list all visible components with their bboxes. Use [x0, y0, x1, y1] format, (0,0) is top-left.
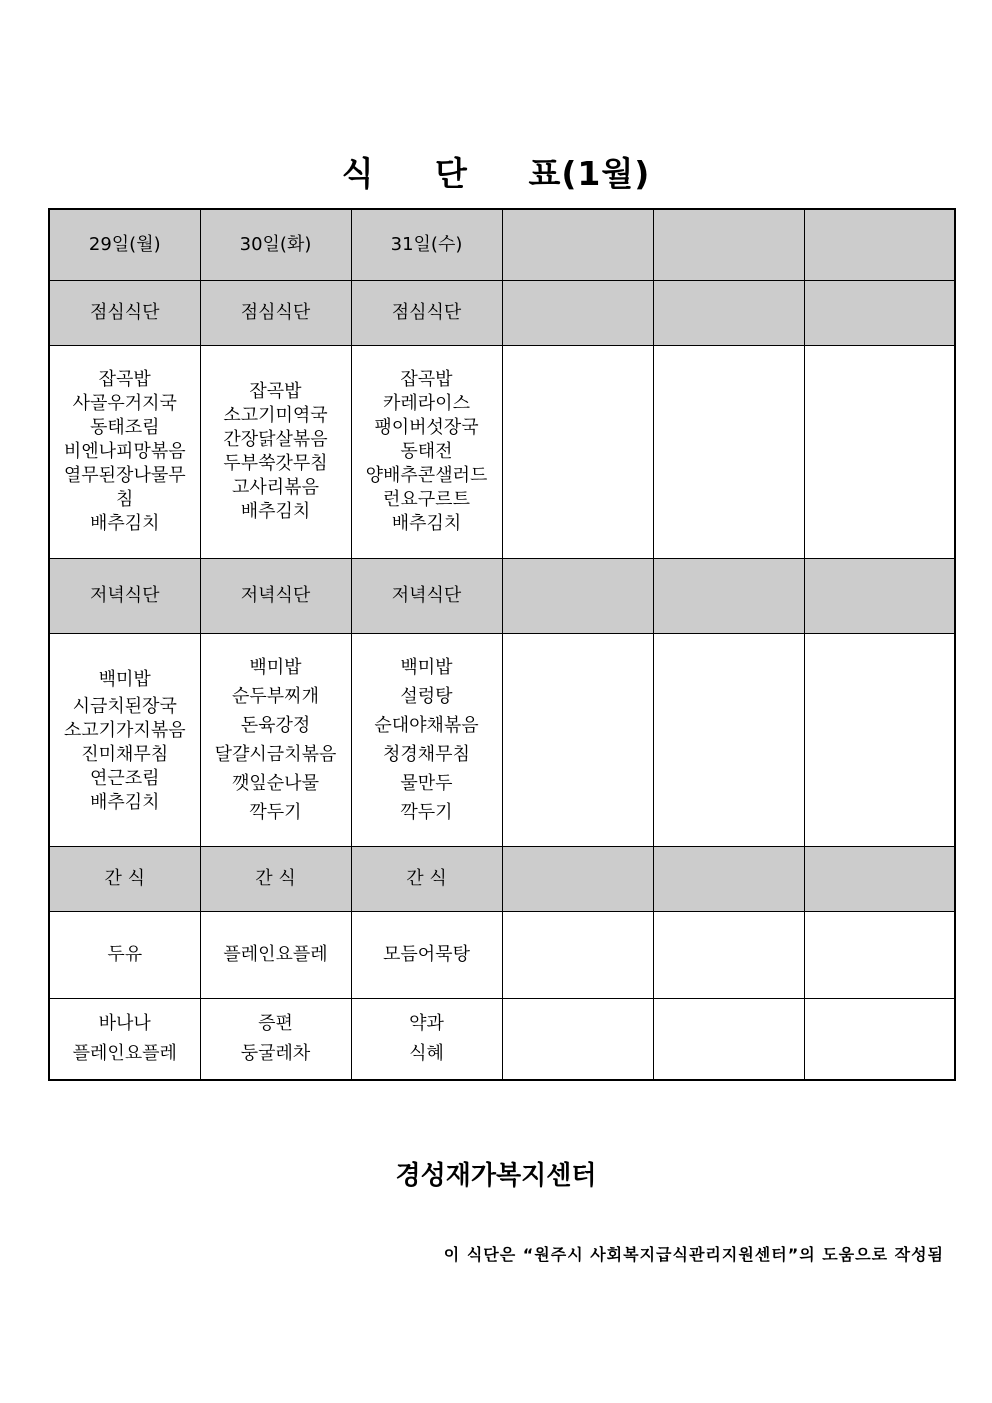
menu-item: 두부쑥갓무침	[223, 453, 328, 474]
snack-row-2	[49, 999, 955, 1081]
title-part-2: 단	[435, 154, 468, 193]
snack-header-cell	[653, 847, 804, 912]
empty-cell	[804, 346, 955, 559]
menu-item: 배추김치	[391, 513, 462, 534]
snack-item: 약과	[409, 1013, 444, 1034]
snack-cell	[502, 912, 653, 999]
snack-cell	[200, 999, 351, 1081]
date-cell: 30일(화)	[200, 209, 351, 281]
menu-item: 백미밥	[98, 669, 151, 690]
snack-item: 플레인요플레	[72, 1043, 177, 1064]
menu-item: 잡곡밥	[249, 381, 302, 402]
title-part-3: 표(1월)	[528, 154, 651, 193]
empty-cell	[653, 346, 804, 559]
lunch-header-cell: 점심식단	[49, 281, 200, 346]
empty-cell	[804, 634, 955, 847]
snack-header-cell	[804, 847, 955, 912]
menu-item: 청경채무침	[383, 744, 470, 765]
lunch-menu-cell	[351, 346, 502, 559]
empty-cell	[502, 346, 653, 559]
lunch-menu-row	[49, 346, 955, 559]
lunch-header-cell: 점심식단	[200, 281, 351, 346]
lunch-menu-cell	[49, 346, 200, 559]
snack-cell	[653, 912, 804, 999]
menu-table	[48, 208, 956, 1081]
date-row	[49, 209, 955, 281]
menu-item: 카레라이스	[383, 393, 470, 414]
lunch-header-cell	[502, 281, 653, 346]
menu-item: 동태전	[400, 441, 453, 462]
dinner-header-cell	[502, 559, 653, 634]
menu-item: 시금치된장국	[72, 696, 177, 717]
menu-item: 비엔나피망볶음	[63, 441, 186, 462]
snack-item: 증편	[258, 1013, 293, 1034]
menu-item: 깻잎순나물	[232, 773, 319, 794]
menu-item: 돈육강정	[240, 715, 311, 736]
menu-item: 동태조림	[89, 417, 160, 438]
menu-item: 백미밥	[249, 657, 302, 678]
dinner-menu-cell	[200, 634, 351, 847]
snack-header-cell: 간 식	[351, 847, 502, 912]
menu-item: 런요구르트	[383, 489, 470, 510]
menu-item: 사골우거지국	[72, 393, 177, 414]
menu-item: 달걀시금치볶음	[214, 744, 337, 765]
snack-item: 바나나	[98, 1013, 151, 1034]
lunch-header-row	[49, 281, 955, 346]
page-title	[0, 148, 992, 195]
dinner-header-cell	[653, 559, 804, 634]
menu-item: 배추김치	[240, 501, 311, 522]
lunch-header-cell: 점심식단	[351, 281, 502, 346]
snack-header-cell: 간 식	[49, 847, 200, 912]
menu-item: 잡곡밥	[400, 369, 453, 390]
menu-item: 진미채무침	[81, 744, 169, 765]
snack-item: 둥굴레차	[240, 1043, 311, 1064]
menu-item: 양배추콘샐러드	[365, 465, 488, 486]
menu-item: 순두부찌개	[232, 686, 319, 707]
date-cell	[804, 209, 955, 281]
snack-cell	[804, 912, 955, 999]
empty-cell	[804, 999, 955, 1081]
empty-cell	[653, 999, 804, 1081]
snack-cell: 모듬어묵탕	[351, 912, 502, 999]
dinner-menu-cell	[49, 634, 200, 847]
menu-item: 깍두기	[249, 802, 302, 823]
snack-cell	[351, 999, 502, 1081]
menu-item: 소고기미역국	[223, 405, 328, 426]
lunch-header-cell	[804, 281, 955, 346]
dinner-header-cell: 저녁식단	[49, 559, 200, 634]
date-cell	[502, 209, 653, 281]
empty-cell	[502, 634, 653, 847]
menu-item: 팽이버섯장국	[374, 417, 479, 438]
snack-header-row	[49, 847, 955, 912]
snack-cell: 플레인요플레	[200, 912, 351, 999]
menu-item: 열무된장나물무	[63, 465, 186, 486]
lunch-header-cell	[653, 281, 804, 346]
snack-cell	[49, 999, 200, 1081]
date-cell: 29일(월)	[49, 209, 200, 281]
menu-item: 물만두	[400, 773, 453, 794]
snack-cell: 두유	[49, 912, 200, 999]
snack-item: 식혜	[409, 1043, 444, 1064]
menu-item: 소고기가지볶음	[63, 720, 186, 741]
dinner-header-cell: 저녁식단	[351, 559, 502, 634]
lunch-menu-cell	[200, 346, 351, 559]
dinner-header-cell: 저녁식단	[200, 559, 351, 634]
dinner-menu-row	[49, 634, 955, 847]
dinner-header-cell	[804, 559, 955, 634]
date-cell: 31일(수)	[351, 209, 502, 281]
date-cell	[653, 209, 804, 281]
snack-row-1	[49, 912, 955, 999]
empty-cell	[502, 999, 653, 1081]
title-part-1: 식	[341, 154, 375, 193]
menu-item: 간장닭살볶음	[223, 429, 328, 450]
center-name: 경성재가복지센터	[395, 1161, 597, 1191]
menu-item: 설렁탕	[400, 686, 453, 707]
snack-header-cell	[502, 847, 653, 912]
empty-cell	[653, 634, 804, 847]
snack-header-cell: 간 식	[200, 847, 351, 912]
menu-item: 연근조림	[89, 768, 160, 789]
menu-item: 침	[116, 489, 134, 510]
menu-item: 순대야채볶음	[374, 715, 479, 736]
menu-item: 깍두기	[400, 802, 453, 823]
dinner-menu-cell	[351, 634, 502, 847]
footer-note: 이 식단은 “원주시 사회복지급식관리지원센터”의 도움으로 작성됨	[443, 1245, 944, 1264]
menu-item: 배추김치	[89, 792, 160, 813]
menu-item: 고사리볶음	[232, 477, 319, 498]
menu-item: 백미밥	[400, 657, 453, 678]
menu-item: 잡곡밥	[98, 369, 151, 390]
menu-item: 배추김치	[89, 513, 160, 534]
dinner-header-row	[49, 559, 955, 634]
